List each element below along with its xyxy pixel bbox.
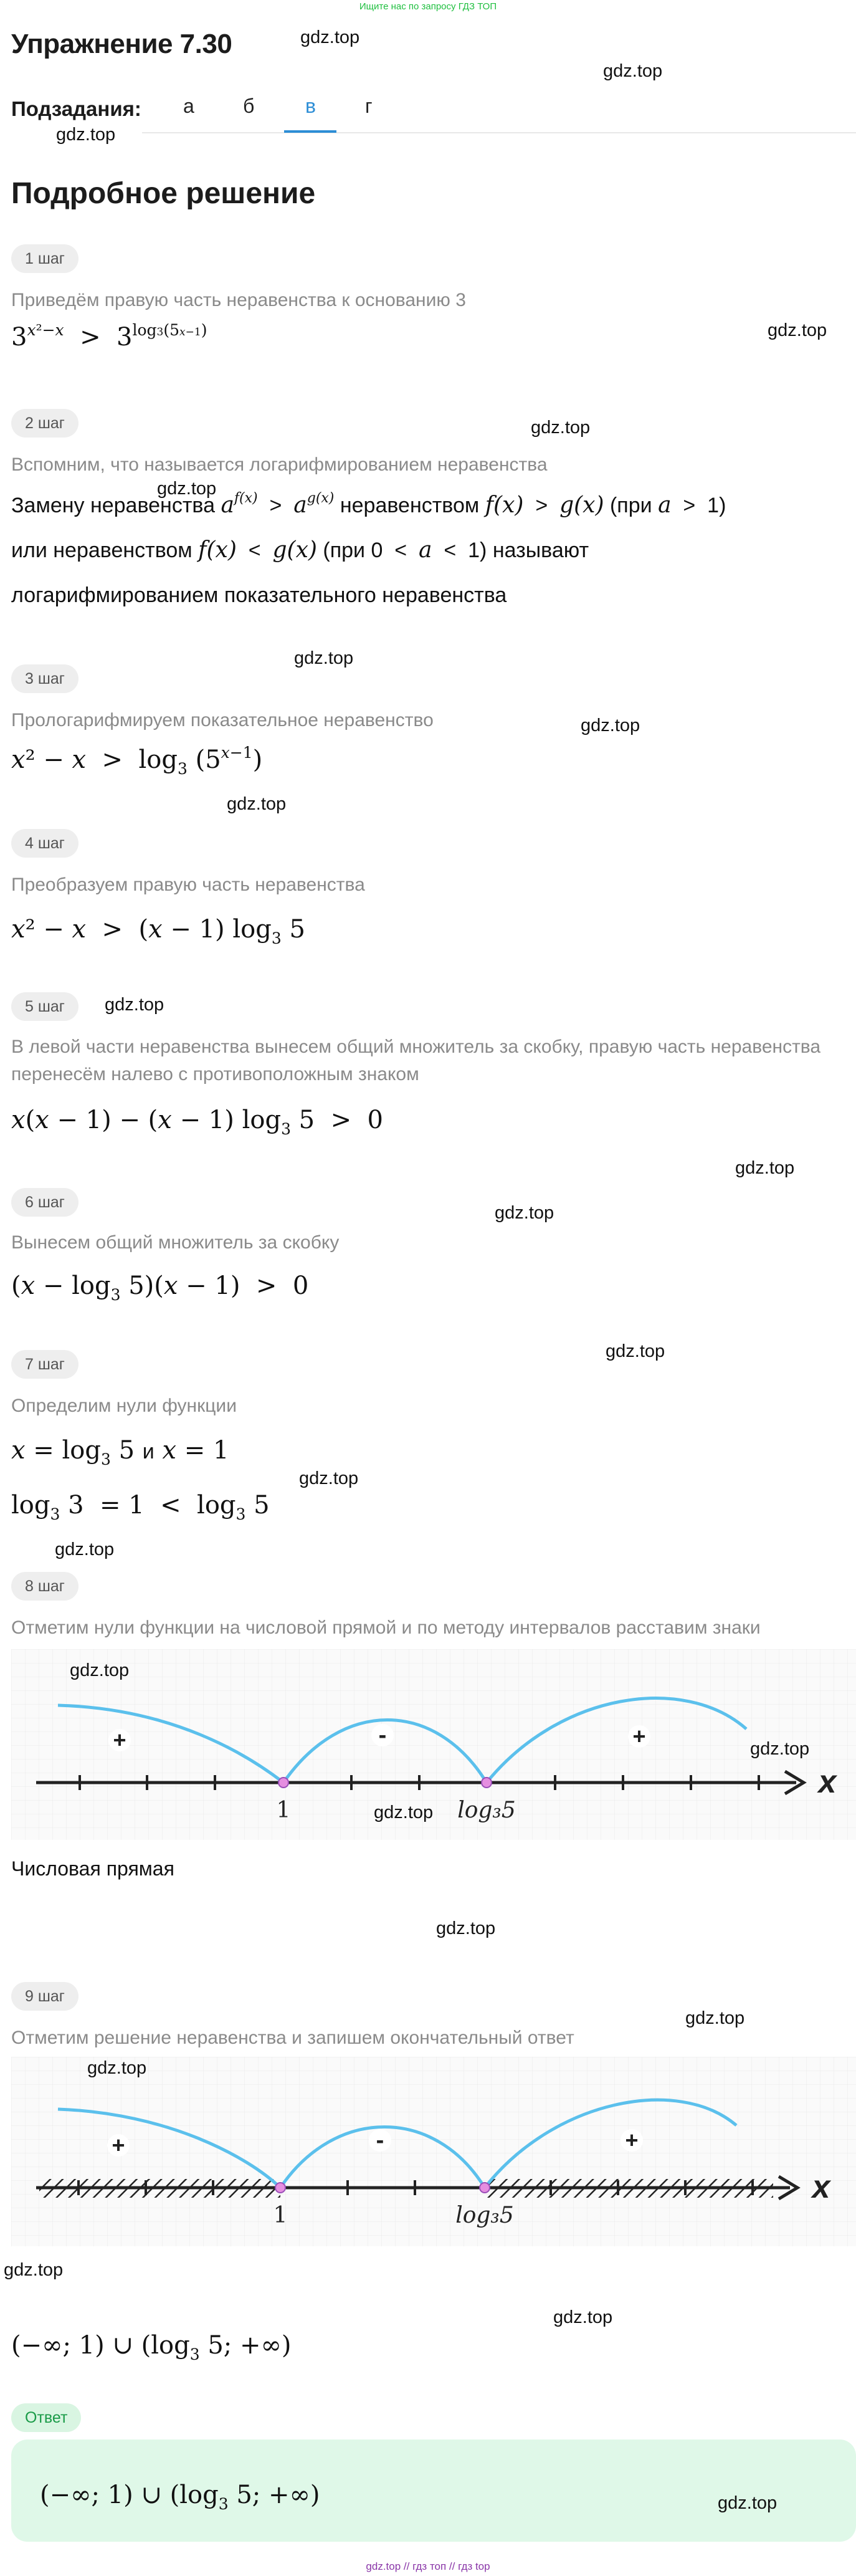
watermark: gdz.top [685,2008,745,2028]
watermark: gdz.top [105,995,164,1015]
watermark: gdz.top [495,1203,554,1223]
watermark: gdz.top [87,2058,147,2078]
watermark: gdz.top [735,1158,795,1178]
step-badge: 9 шаг [11,1982,78,2011]
sign-plus-right: + [625,2127,639,2153]
step-badge: 1 шаг [11,244,78,273]
number-line-chart-2 [11,2057,856,2246]
step-badge: 4 шаг [11,829,78,858]
zero-point-log [482,1778,492,1788]
math-expression: x² − x > (x − 1) $\log_3 5$ [11,915,305,947]
definition-line-3: логарифмированием показательного неравенства [11,583,507,607]
sign-plus-left: + [112,2132,125,2158]
step-text: Отметим решение неравенства и запишем окончательный ответ [11,2028,574,2048]
definition-text: или неравенством [11,539,193,562]
subtask-tab-g[interactable]: г [365,95,373,117]
step-text: Отметим нули функции на числовой прямой и по методу интервалов расставим знаки [11,1617,761,1638]
step-badge: 7 шаг [11,1350,78,1379]
solution-heading: Подробное решение [11,177,316,210]
watermark: gdz.top [603,61,663,81]
step-text: Вспомним, что называется логарифмированием неравенства [11,454,548,475]
definition-text: называют [492,539,589,562]
answer-expression: (−∞; 1) ∪ ($\log_3$ 5; +∞) [40,2481,320,2513]
step-text: Вынесем общий множитель за скобку [11,1232,340,1253]
sign-plus-right: + [632,1723,646,1749]
number-line-chart-1 [11,1649,856,1840]
definition-text: Замену неравенства [11,494,215,517]
step-badge: 3 шаг [11,664,78,693]
math-expression: $x = \log_3 5$ и x = 1 [11,1436,229,1468]
watermark: gdz.top [294,648,354,668]
math-expression: $\log_3 3 = 1 < \log_3 5$ [11,1491,270,1523]
axis-label-x: x [818,1764,837,1800]
number-line-svg-1 [11,1649,856,1840]
step-text: Преобразуем правую часть неравенства [11,874,365,895]
point-label-log: log₃5 [455,2203,514,2228]
sign-plus-left: + [113,1727,126,1753]
watermark: gdz.top [606,1341,665,1361]
watermark: gdz.top [299,1468,359,1488]
step-text: В левой части неравенства вынесем общий множитель за скобку, правую часть неравенства перенесём налево с противоположным знаком [11,1037,821,1085]
footer-watermark: gdz.top // гдз топ // гдз top [366,2560,490,2572]
axis-label-x: x [812,2169,830,2205]
watermark: gdz.top [227,794,287,814]
definition-text: неравенством [340,494,480,517]
top-banner: Ищите нас по запросу ГДЗ ТОП [359,1,497,12]
step-text: Определим нули функции [11,1396,237,1416]
number-line-svg-2 [11,2057,856,2246]
step-badge: 5 шаг [11,992,78,1021]
watermark: gdz.top [374,1803,434,1822]
watermark: gdz.top [581,716,640,735]
step-text: Прологарифмируем показательное неравенство [11,710,434,730]
sign-minus-middle: - [378,1722,387,1748]
watermark: gdz.top [56,125,116,145]
definition-text: (при [609,494,652,517]
step-badge: 6 шаг [11,1188,78,1217]
watermark: gdz.top [531,418,591,438]
zero-point-log [480,2183,490,2193]
watermark: gdz.top [157,479,217,499]
page-title: Упражнение 7.30 [11,29,232,59]
zero-point-1 [275,2183,285,2193]
step-text: Приведём правую часть неравенства к основанию 3 [11,290,466,310]
definition-text: (при [323,539,366,562]
chart-caption: Числовая прямая [11,1857,174,1880]
point-label-1: 1 [273,2203,288,2228]
step-badge: 8 шаг [11,1572,78,1601]
point-label-log: log₃5 [457,1798,516,1823]
watermark: gdz.top [718,2493,778,2513]
zero-point-1 [278,1778,288,1788]
step-badge: 2 шаг [11,409,78,438]
watermark: gdz.top [553,2307,613,2327]
subtask-tab-v[interactable]: в [305,95,316,117]
watermark: gdz.top [55,1539,115,1559]
subtasks-label: Подзадания: [11,97,141,120]
definition-line-2: или неравенством f(x) < g(x) (при 0 < a < 1) называют [11,537,589,563]
point-label-1: 1 [276,1798,291,1823]
sign-minus-middle: - [376,2127,384,2153]
math-expression: $3^{x^2-x} > 3^{log3(5x-1)}$ [11,321,207,352]
definition-line-1: Замену неравенства $a^{f(x)} > a^{g(x)}$ неравенством f(x) > g(x) (при a > 1) [11,491,726,518]
answer-badge: Ответ [11,2403,81,2432]
watermark: gdz.top [750,1739,810,1759]
watermark: gdz.top [300,27,360,47]
active-tab-indicator [284,130,336,133]
watermark: gdz.top [768,320,827,340]
connector-text: и [142,1440,155,1463]
subtask-tab-b[interactable]: б [243,95,255,117]
watermark: gdz.top [4,2260,64,2280]
watermark: gdz.top [70,1660,130,1680]
final-expression: (−∞; 1) ∪ ($\log_3$ 5; +∞) [11,2331,292,2363]
math-expression: x(x − 1) − (x − 1) $\log_3 5 > 0$ [11,1106,383,1138]
tabs-divider [142,132,856,133]
math-expression: $x^2 - x > \log_3 (5^{x-1})$ [11,744,263,778]
subtask-tab-a[interactable]: а [183,95,194,117]
math-expression: $(x - \log_3 5)(x - 1) > 0$ [11,1271,309,1304]
watermark: gdz.top [436,1918,496,1938]
